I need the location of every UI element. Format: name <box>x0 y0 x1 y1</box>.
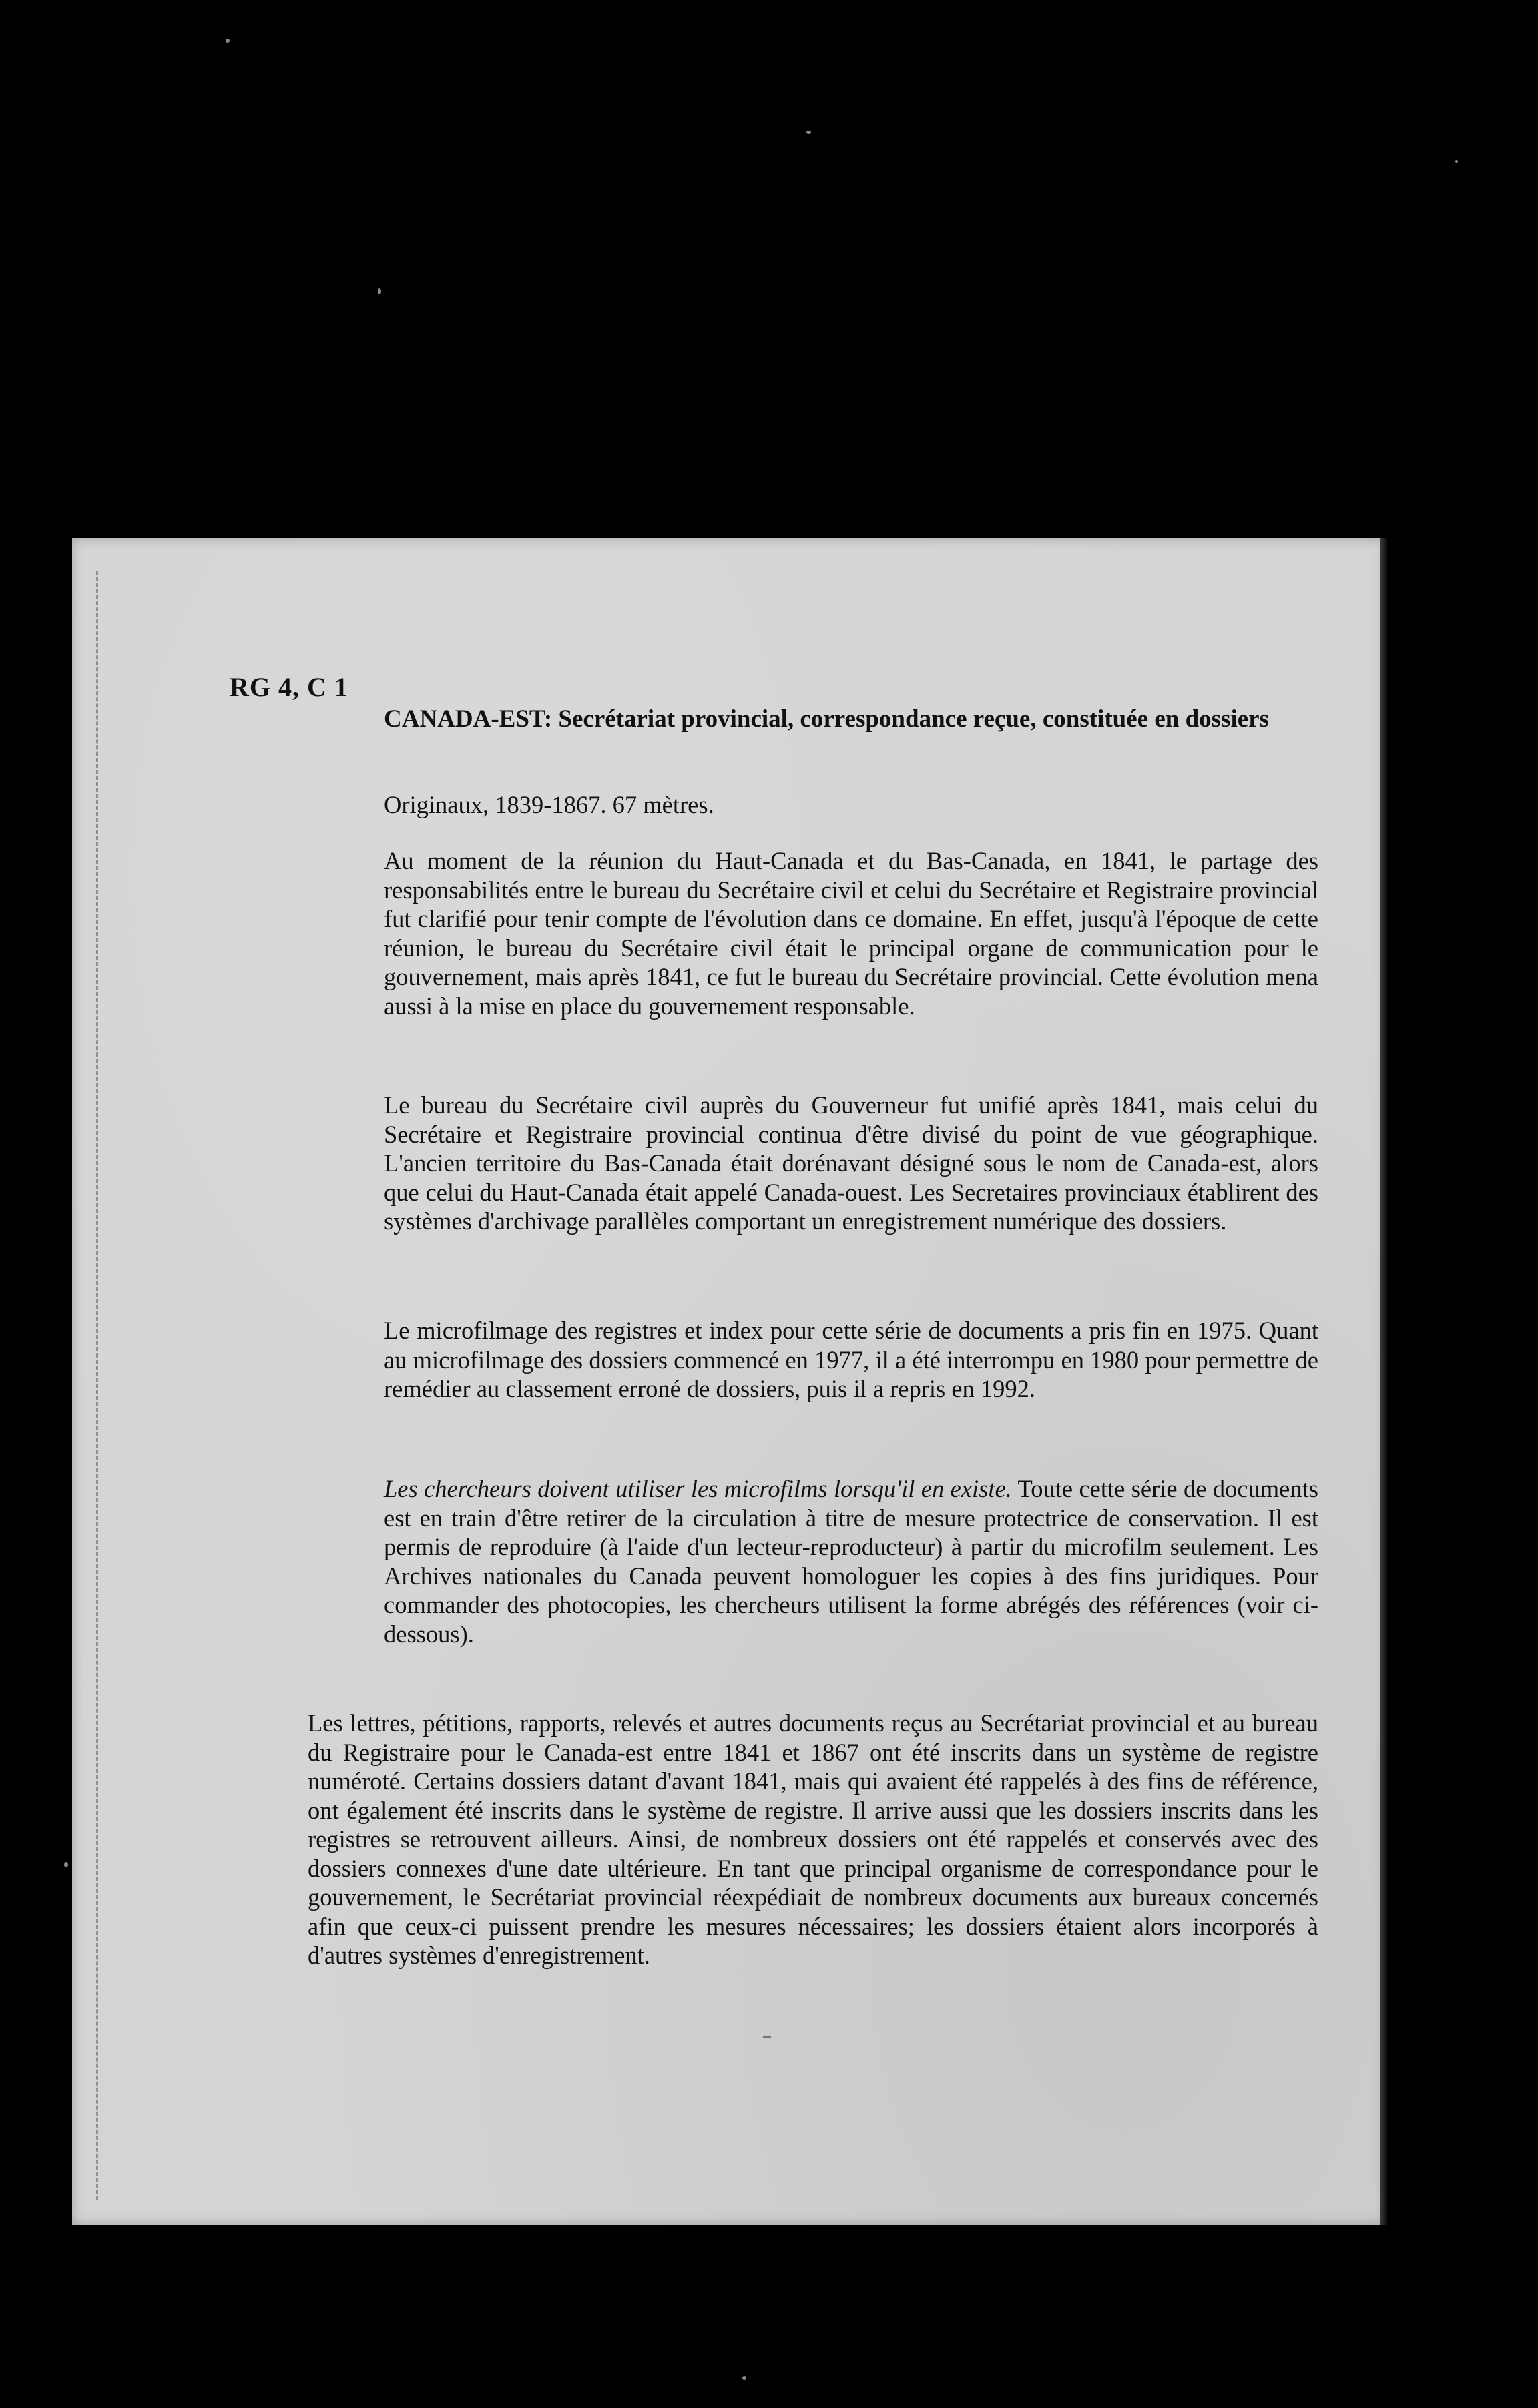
access-notice-body: Toute cette série de documents est en train d'être retirer de la circulation à titre de mesure protectrice de conservation. Il est permis de reproduire (à l'aide d'un lecteur-reproducteur) à partir du microfilm seulement. Les Archives nationales du Canada peuvent homologuer les copies à des fins juridiques. Pour commander des photocopies, les chercheurs utilisent la forme abrégés des références (voir ci-dessous). <box>384 1475 1318 1648</box>
dust-speck <box>226 39 230 43</box>
paragraph-microfilming: Le microfilmage des registres et index pour cette série de documents a pris fin en 1975. Quant au microfilmage des dossiers commencé en 1977, il a été interrompu en 1980 pour permettre de remédier au classement erroné de dossiers, puis il a repris en 1992. <box>384 1317 1318 1402</box>
paragraph-history: Au moment de la réunion du Haut-Canada et du Bas-Canada, en 1841, le partage des responsabilités entre le bureau du Secrétaire civil et celui du Secrétaire et Registraire provincial fut clarifié pour tenir compte de l'évolution dans ce domaine. En effet, jusqu'à l'époque de cette réunion, le bureau du Secrétaire civil était le principal organe de communication pour le gouvernement, mais après 1841, ce fut le bureau du Secrétaire provincial. Cette évolution mena aussi à la mise en place du gouvernement responsable. <box>384 847 1318 1020</box>
paragraph-registry-system: Les lettres, pétitions, rapports, relevés et autres documents reçus au Secrétariat provincial et au bureau du Registraire pour le Canada-est entre 1841 et 1867 ont été inscrits dans un système de registre numéroté. Certains dossiers datant d'avant 1841, mais qui avaient été rappelés à des fins de référence, ont également été inscrits dans le système de registre. Il arrive aussi que les dossiers inscrits dans les registres se retrouvent ailleurs. Ainsi, de nombreux dossiers ont été rappelés et conservés avec des dossiers connexes d'une date ultérieure. En tant que principal organisme de correspondance pour le gouvernement, le Secrétariat provincial réexpédiait de nombreux documents aux bureaux concernés afin que ceux-ci puissent prendre les mesures nécessaires; les dossiers étaient alors incorporés à d'autres systèmes d'enregistrement. <box>308 1709 1318 1969</box>
paragraph-organization: Le bureau du Secrétaire civil auprès du Gouverneur fut unifié après 1841, mais celui du Secrétaire et Registraire provincial continua d'être divisé du point de vue géographique. L'ancien territoire du Bas-Canada était dorénavant désigné sous le nom de Canada-est, alors que celui du Haut-Canada était appelé Canada-ouest. Les Secretaires provinciaux établirent des systèmes d'archivage parallèles comportant un enregistrement numérique des dossiers. <box>384 1091 1318 1235</box>
access-notice-emphasis: Les chercheurs doivent utiliser les microfilms lorsqu'il en existe. <box>384 1475 1012 1502</box>
dust-speck <box>64 1862 68 1867</box>
document-page <box>72 538 1386 2225</box>
dust-speck <box>378 288 381 294</box>
dust-speck <box>742 2376 746 2380</box>
extent-line: Originaux, 1839-1867. 67 mètres. <box>384 791 714 818</box>
page-mark <box>763 2036 771 2038</box>
reference-code: RG 4, C 1 <box>230 672 348 702</box>
paragraph-access-notice <box>384 1474 1318 1648</box>
dust-speck <box>1455 160 1458 163</box>
dust-speck <box>806 131 811 134</box>
document-title: CANADA-EST: Secrétariat provincial, correspondance reçue, constituée en dossiers <box>384 705 1270 733</box>
page-right-edge <box>1380 538 1387 2225</box>
binding-edge <box>96 571 98 2200</box>
